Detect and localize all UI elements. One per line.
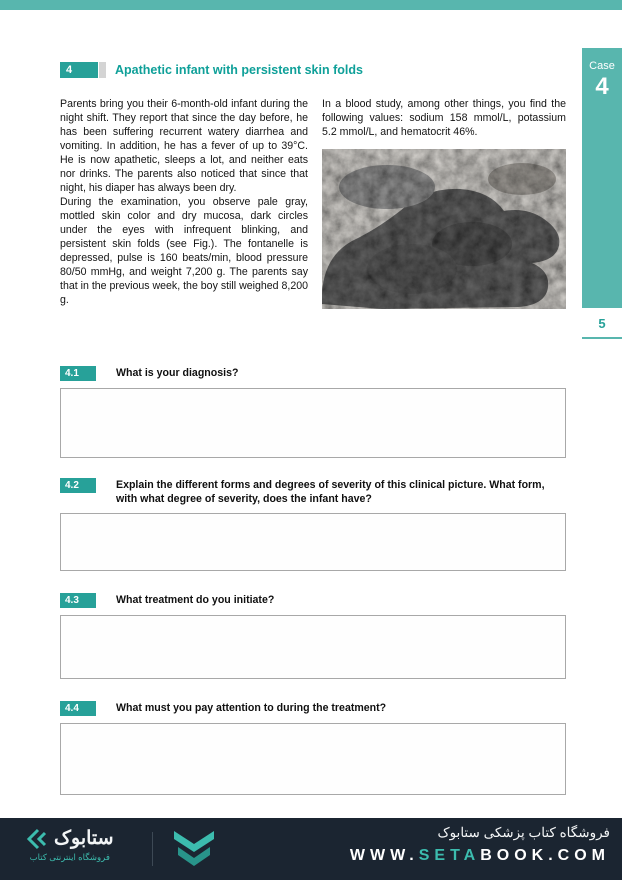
case-tab-number: 4 — [595, 73, 609, 100]
answer-box-4-1 — [60, 388, 566, 458]
case-paragraph-1: Parents bring you their 6-month-old infant during the night shift. They report that since the day before, he has been suffering recurrent watery diarrhea and vomiting. In addition, he has a fever of up to 39°C. He is now apathetic, sleeps a lot, and neither eats nor drinks. The parents also noticed that since that night, his diaper has always been dry. — [60, 98, 308, 194]
question-header — [60, 701, 566, 716]
case-number-box-shadow — [99, 62, 106, 78]
question-number-badge: 4.4 — [60, 701, 96, 716]
clinical-figure — [322, 149, 566, 309]
case-header — [60, 62, 363, 78]
website-url — [350, 847, 610, 865]
case-tab-label: Case — [589, 60, 615, 72]
answer-box-4-3 — [60, 615, 566, 679]
url-prefix: WWW. — [349, 847, 419, 864]
footer-banner — [0, 818, 622, 880]
case-title: Apathetic infant with persistent skin folds — [115, 63, 363, 77]
question-header — [60, 478, 566, 506]
questions-section — [60, 366, 566, 815]
footer-divider — [152, 832, 153, 866]
funnel-logo-icon — [172, 831, 216, 869]
case-tab — [582, 48, 622, 308]
case-body — [60, 97, 566, 309]
question-4-3 — [60, 593, 566, 679]
question-text: What must you pay attention to during the treatment? — [116, 702, 387, 714]
footer-contact — [350, 825, 610, 865]
question-4-1 — [60, 366, 566, 458]
question-4-2 — [60, 478, 566, 571]
url-brand: SETA — [418, 847, 481, 864]
question-4-4 — [60, 701, 566, 795]
question-number-badge: 4.1 — [60, 366, 96, 381]
logo-chevrons-icon — [26, 828, 48, 850]
page-number: 5 — [598, 316, 606, 331]
shop-name: فروشگاه کتاب پزشکی ستابوک — [437, 825, 610, 840]
question-number-badge: 4.2 — [60, 478, 96, 493]
right-column — [322, 97, 566, 309]
case-paragraph-2: During the examination, you observe pale gray, mottled skin color and dry mucosa, dark circles under the eyes with infrequent blinking, and persistent skin folds (see Fig.). The fontanelle is depressed, pulse is 160 beats/min, blood pressure 80/50 mmHg, and weight 7,200 g. The parents say that in the previous week, the boy still weighed 8,200 g. — [60, 196, 308, 306]
question-header — [60, 366, 566, 381]
page-number-rule — [582, 337, 622, 339]
question-number-badge: 4.3 — [60, 593, 96, 608]
question-text: What treatment do you initiate? — [116, 594, 275, 606]
top-accent-bar — [0, 0, 622, 10]
question-text: What is your diagnosis? — [116, 367, 239, 379]
logo-wordmark: ستابوک — [54, 828, 114, 849]
question-text: Explain the different forms and degrees of severity of this clinical picture. What form, with what degree of severity, does the infant have? — [116, 479, 545, 505]
setabook-logo — [26, 827, 114, 863]
url-suffix: BOOK.COM — [480, 847, 610, 864]
left-column — [60, 97, 308, 309]
case-number-box: 4 — [60, 62, 98, 78]
answer-box-4-4 — [60, 723, 566, 795]
logo-tagline: فروشگاه اینترنتی کتاب — [29, 852, 110, 862]
answer-box-4-2 — [60, 513, 566, 571]
case-paragraph-3: In a blood study, among other things, you find the following values: sodium 158 mmol/L, potassium 5.2 mmol/L, and hematocrit 46%. — [322, 98, 566, 138]
clinical-photo-illustration — [322, 149, 566, 309]
question-header — [60, 593, 566, 608]
